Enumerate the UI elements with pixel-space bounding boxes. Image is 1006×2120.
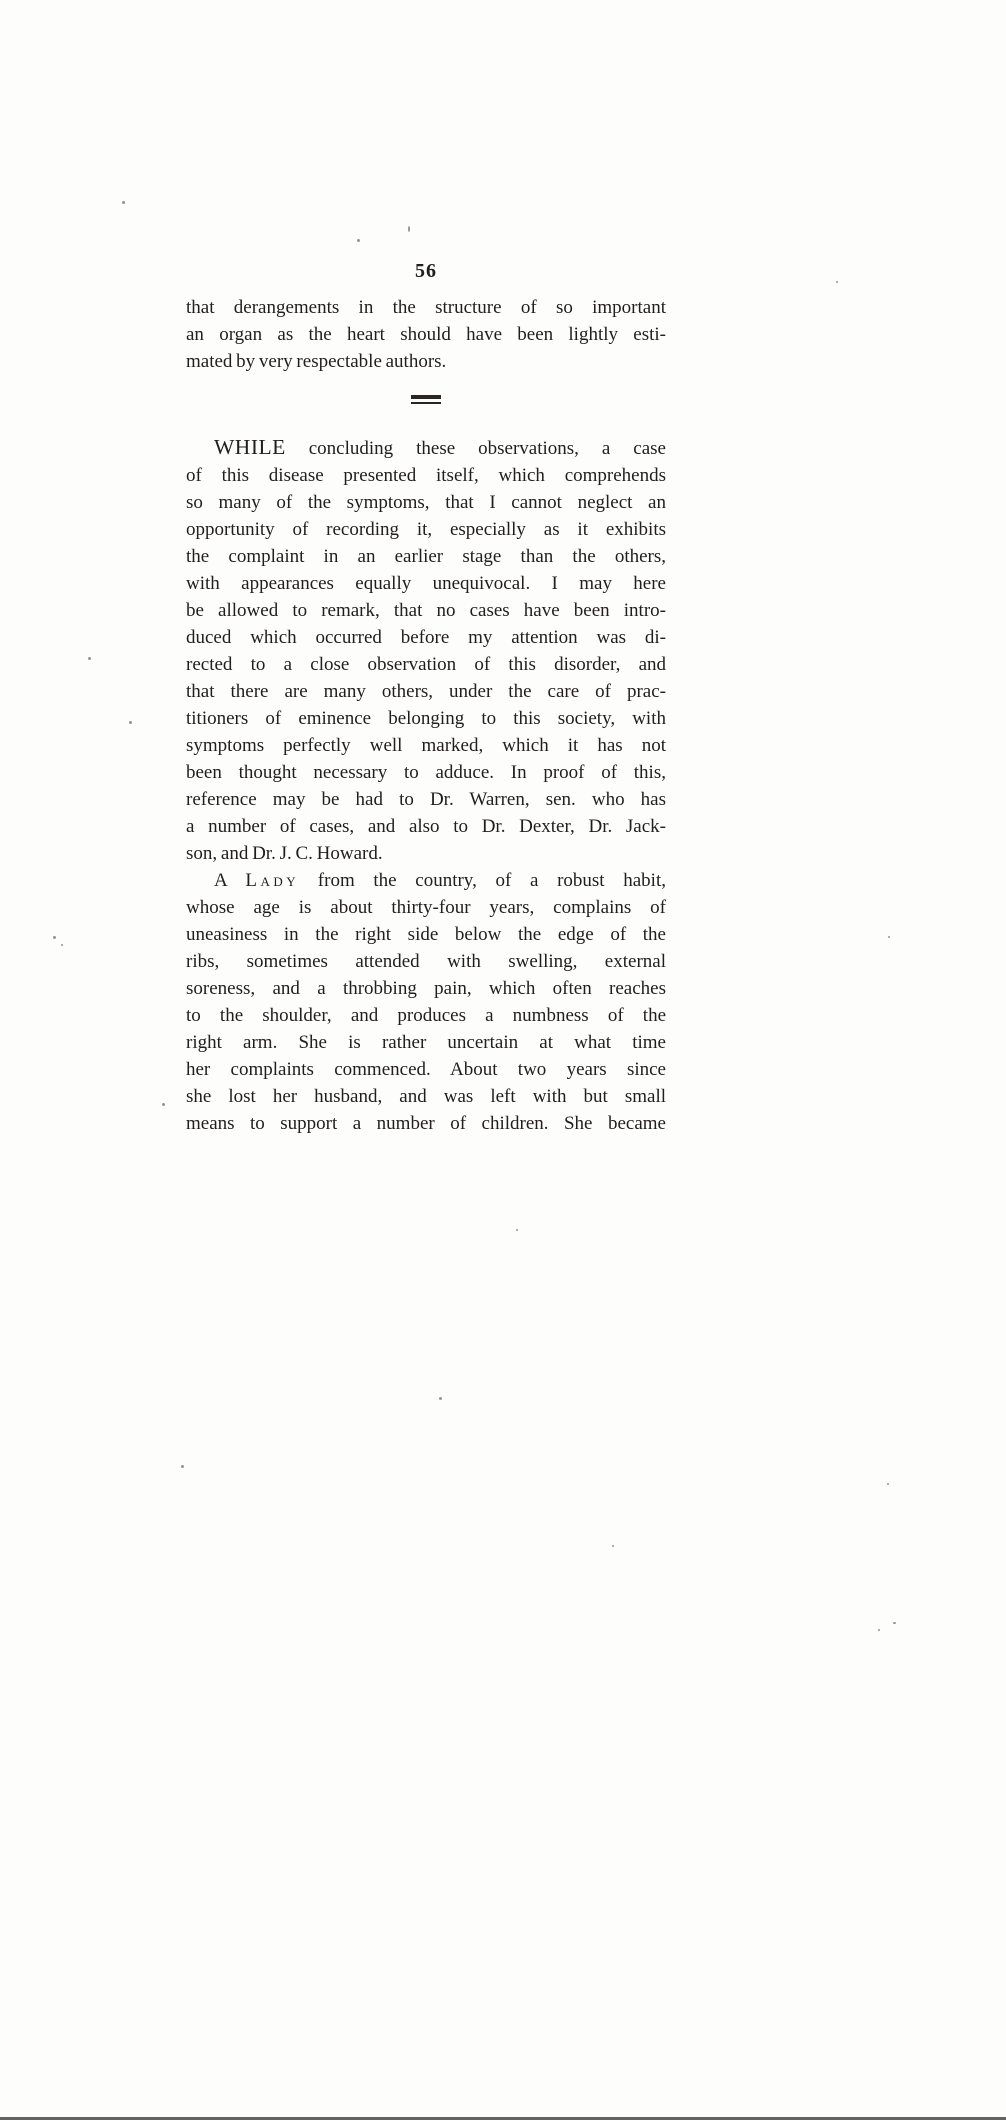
text-line [186,1056,666,1083]
text-line [186,678,666,705]
text-line [186,543,666,570]
text-line [186,732,666,759]
text-run: right arm. She is rather uncertain at what time [186,1032,666,1053]
text-run: rected to a close observation of this disorder, and [186,654,666,675]
paragraph-lady-case [186,867,666,1137]
text-run: a number of cases, and also to Dr. Dexter, Dr. Jack- [186,816,666,837]
text-line [186,348,666,375]
text-line [186,894,666,921]
scan-speck [888,936,890,938]
text-run: reference may be had to Dr. Warren, sen. who has [186,789,666,810]
text-line [186,321,666,348]
text-line [186,1002,666,1029]
text-line [186,705,666,732]
scan-speck [129,721,132,724]
page-number: 56 [415,260,437,282]
text-run: Lady [245,870,300,891]
text-run: been thought necessary to adduce. In proof of this, [186,762,666,783]
text-run: WHILE [214,435,286,459]
text-line [186,840,666,867]
scan-speck [88,657,91,660]
scan-speck [61,944,63,946]
scan-speck [122,201,125,204]
scan-speck [516,1229,518,1231]
scan-speck [612,1545,614,1547]
text-run: whose age is about thirty-four years, complains of [186,897,666,918]
text-run: son, and Dr. J. C. Howard. [186,843,383,864]
scan-speck [408,226,410,232]
text-run: mated by very respectable authors. [186,351,447,372]
text-block [186,294,666,1137]
text-run: concluding these observations, a case [285,438,666,459]
text-line [186,786,666,813]
text-line [186,921,666,948]
text-run: of this disease presented itself, which comprehends [186,465,666,486]
text-run: opportunity of recording it, especially as it exhibits [186,519,666,540]
text-line [186,624,666,651]
text-line [186,948,666,975]
text-line [186,813,666,840]
text-run: means to support a number of children. She became [186,1113,666,1134]
scan-speck [878,1629,880,1631]
paragraph-case-introduction [186,434,666,867]
scan-speck [439,1397,442,1400]
text-line [186,597,666,624]
text-line [186,867,666,894]
text-line [186,462,666,489]
text-line [186,294,666,321]
text-run: A [214,870,246,891]
scan-speck [836,281,838,283]
text-line [186,1083,666,1110]
text-run: the complaint in an earlier stage than the others, [186,546,666,567]
text-run: that there are many others, under the care of prac- [186,681,666,702]
scan-speck [162,1103,165,1106]
text-run: so many of the symptoms, that I cannot neglect an [186,492,666,513]
text-line [186,651,666,678]
text-line [186,759,666,786]
scan-speck [181,1465,184,1468]
scan-speck [357,239,360,242]
text-run: titioners of eminence belonging to this society, with [186,708,666,729]
text-line [186,1110,666,1137]
text-run: an organ as the heart should have been lightly esti- [186,324,666,345]
scan-speck [887,1483,889,1485]
text-run: be allowed to remark, that no cases have been intro- [186,600,666,621]
text-line [186,489,666,516]
text-line [186,1029,666,1056]
text-line [186,975,666,1002]
text-line [186,434,666,462]
text-run: with appearances equally unequivocal. I may here [186,573,666,594]
divider-rule [411,395,441,404]
scan-speck [893,1622,896,1624]
section-divider [186,395,666,404]
text-run: from the country, of a robust habit, [299,870,666,891]
scan-speck [53,936,56,939]
text-run: that derangements in the structure of so important [186,297,666,318]
text-line [186,516,666,543]
text-run: uneasiness in the right side below the edge of the [186,924,666,945]
text-run: her complaints commenced. About two years since [186,1059,666,1080]
text-run: she lost her husband, and was left with but small [186,1086,666,1107]
text-run: ribs, sometimes attended with swelling, external [186,951,666,972]
text-run: to the shoulder, and produces a numbness of the [186,1005,666,1026]
text-line [186,570,666,597]
text-run: soreness, and a throbbing pain, which often reaches [186,978,666,999]
text-run: symptoms perfectly well marked, which it has not [186,735,666,756]
text-run: duced which occurred before my attention was di- [186,627,666,648]
paragraph-conclusion [186,294,666,375]
